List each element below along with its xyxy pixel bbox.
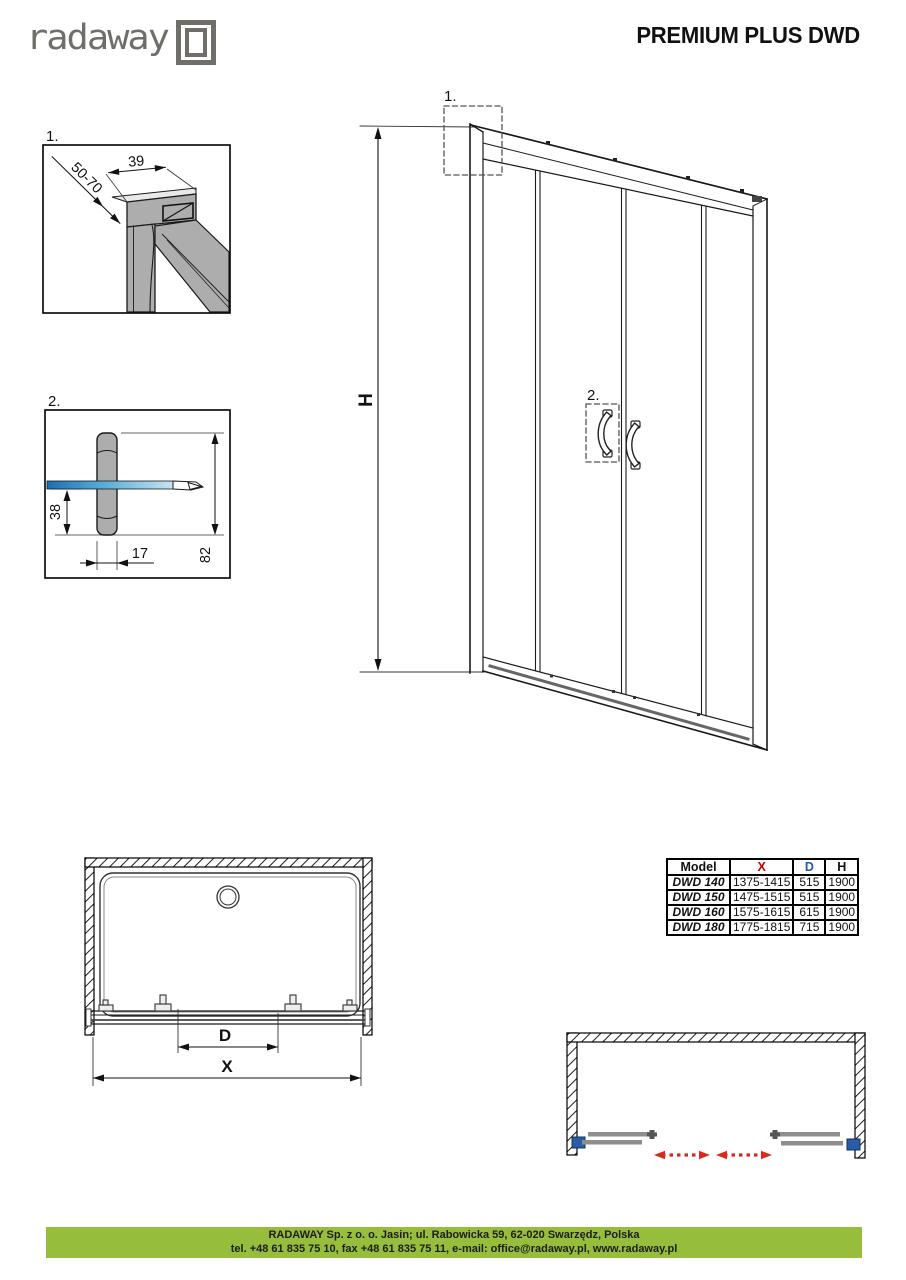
svg-text:H: H	[356, 393, 377, 407]
model-name: DWD 180	[667, 920, 730, 935]
elevation-marker-1: 1.	[444, 88, 457, 105]
model-name: DWD 150	[667, 890, 730, 905]
model-name: DWD 160	[667, 905, 730, 920]
plan-view-drawing	[85, 858, 372, 1086]
table-row	[667, 920, 858, 935]
x-range: 1375-1415	[730, 875, 793, 890]
spec-table	[666, 858, 859, 936]
x-range: 1575-1615	[730, 905, 793, 920]
glass-section	[47, 481, 173, 489]
col-header-model: Model	[667, 859, 730, 875]
door-handle-right	[629, 421, 640, 469]
svg-text:50-70: 50-70	[67, 159, 106, 198]
glass-panels	[582, 1132, 843, 1146]
model-name: DWD 140	[667, 875, 730, 890]
svg-text:39: 39	[127, 153, 146, 171]
svg-text:82: 82	[198, 546, 214, 564]
elevation-marker-2: 2.	[587, 387, 600, 404]
d-value: 515	[793, 875, 825, 890]
elevation-drawing	[356, 88, 767, 750]
svg-text:17: 17	[131, 546, 149, 562]
x-range: 1475-1515	[730, 890, 793, 905]
d-value: 715	[793, 920, 825, 935]
col-header-h: H	[825, 859, 858, 875]
svg-text:X: X	[221, 1057, 233, 1076]
detail-1-label: 1.	[46, 128, 59, 145]
col-header-d: D	[793, 859, 825, 875]
svg-text:38: 38	[48, 503, 64, 521]
h-value: 1900	[825, 920, 858, 935]
footer-address: RADAWAY Sp. z o. o. Jasin; ul. Rabowicka 59, 62-020 Swarzędz, Polska	[268, 1229, 640, 1241]
footer-contact: tel. +48 61 835 75 10, fax +48 61 835 75 11, e-mail: office@radaway.pl, www.radaway.pl	[230, 1242, 678, 1255]
detail-1-dim-width	[107, 151, 167, 176]
h-value: 1900	[825, 890, 858, 905]
detail-2-dim-offset	[48, 490, 71, 535]
handle-markers	[647, 1130, 780, 1139]
detail-2-label: 2.	[48, 393, 61, 410]
spec-table-header-row	[667, 859, 858, 875]
footer-bar	[46, 1227, 862, 1258]
table-row	[667, 875, 858, 890]
elevation-dim-height	[356, 127, 382, 671]
col-header-x: X	[730, 859, 793, 875]
detail-1-callout-box	[444, 106, 502, 175]
logo-wordmark: radaway	[26, 16, 168, 58]
svg-text:D: D	[218, 1026, 232, 1045]
detail-2-dim-height	[198, 433, 219, 563]
detail-1-dim-depth	[50, 145, 132, 226]
slide-direction-arrows	[654, 1151, 772, 1159]
d-value: 615	[793, 905, 825, 920]
door-handle-left	[601, 410, 612, 457]
d-value: 515	[793, 890, 825, 905]
detail-2-drawing	[45, 393, 230, 578]
table-row	[667, 905, 858, 920]
table-row	[667, 890, 858, 905]
h-value: 1900	[825, 875, 858, 890]
sliding-schematic-drawing	[567, 1033, 865, 1159]
wall-post-right	[847, 1139, 860, 1150]
h-value: 1900	[825, 905, 858, 920]
page-title: PREMIUM PLUS DWD	[636, 22, 860, 48]
detail-1-drawing	[43, 128, 230, 313]
x-range: 1775-1815	[730, 920, 793, 935]
